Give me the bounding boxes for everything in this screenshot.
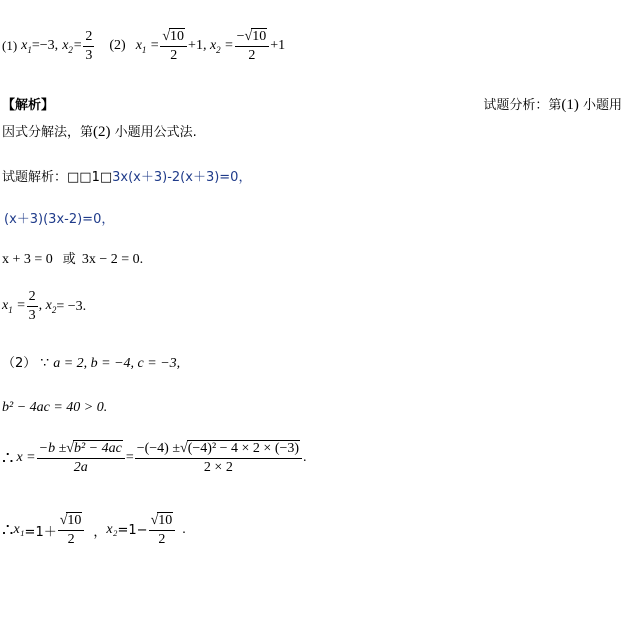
- final-x2-fraction: $\frac{√10}{2}$: [149, 512, 176, 548]
- general-formula-fraction: $\frac{\text{−b ±√b² − 4ac}}{2a}$: [37, 440, 125, 476]
- solution-final-line: ∴ x₁ =1＋ $\frac{√10}{2}$ ， x₂ =1− $\frac{√10}{2}$ .: [2, 513, 186, 547]
- answer-x1: $x_1$: [21, 37, 32, 55]
- answer-root2: , $x_2$ =: [202, 37, 234, 55]
- answer-root1: $x_1$ =: [135, 37, 160, 55]
- answer-root1-fraction: $\frac{√10}{2}$: [160, 28, 187, 64]
- analysis-heading: 【解析】: [2, 98, 55, 113]
- final-x1: x₁: [13, 522, 25, 537]
- solution-x1: $x_1$ =: [2, 298, 26, 315]
- solution-line3: x + 3 = 0 或 3x − 2 = 0.: [2, 252, 144, 267]
- solution-x2-value: = −3.: [56, 298, 87, 314]
- answer-x1-value: =−3,: [31, 38, 59, 53]
- final-x2: x₂: [106, 522, 118, 537]
- answer-root2-fraction: $\frac{-√10}{2}$: [235, 28, 270, 64]
- answer-plus-one-b: +1: [270, 38, 286, 53]
- solution-discriminant: b² − 4ac = 40 > 0.: [2, 400, 108, 415]
- solution-part2-line: （2） ∵ a = 2, b = −4, c = −3,: [2, 356, 181, 371]
- answer-x2-fraction: $\frac{2}{3}$: [85, 28, 93, 63]
- solution-x1-fraction: $\frac{2}{3}$: [28, 289, 36, 323]
- answer-part1-label: (1): [2, 38, 18, 53]
- answer-x2: $x_2=$: [62, 37, 83, 55]
- analysis-summary-line2: 因式分解法，第(2) 小题用公式法.: [2, 124, 197, 140]
- analysis-summary-line1: 试题分析：第(1) 小题用: [483, 97, 622, 113]
- final-x1-fraction: $\frac{√10}{2}$: [58, 512, 85, 548]
- answer-plus-one-a: +1: [188, 38, 203, 53]
- solution-formula-line: ∴ x = $\frac{\text{−b ±√b² − 4ac}}{2a}$ = $\frac{\text{−(−4) ±√(−4)² − 4 × 2 × (−3)}}{2 \times 2}$ .: [2, 441, 307, 475]
- answer-part2-label: (2): [109, 38, 126, 53]
- solution-x2: , $x_2$: [38, 298, 57, 315]
- solution-line2: (x＋3)(3x-2)=0，: [4, 212, 115, 227]
- solution-line4: [2, 289, 86, 324]
- answer-line: [2, 24, 285, 68]
- solution-line1: 试题解析：□□1□3x(x＋3)-2(x＋3)=0，: [2, 170, 252, 185]
- substituted-formula-fraction: $\frac{\text{−(−4) ±√(−4)² − 4 × 2 × (−3)}}{2 \times 2}$: [135, 440, 302, 476]
